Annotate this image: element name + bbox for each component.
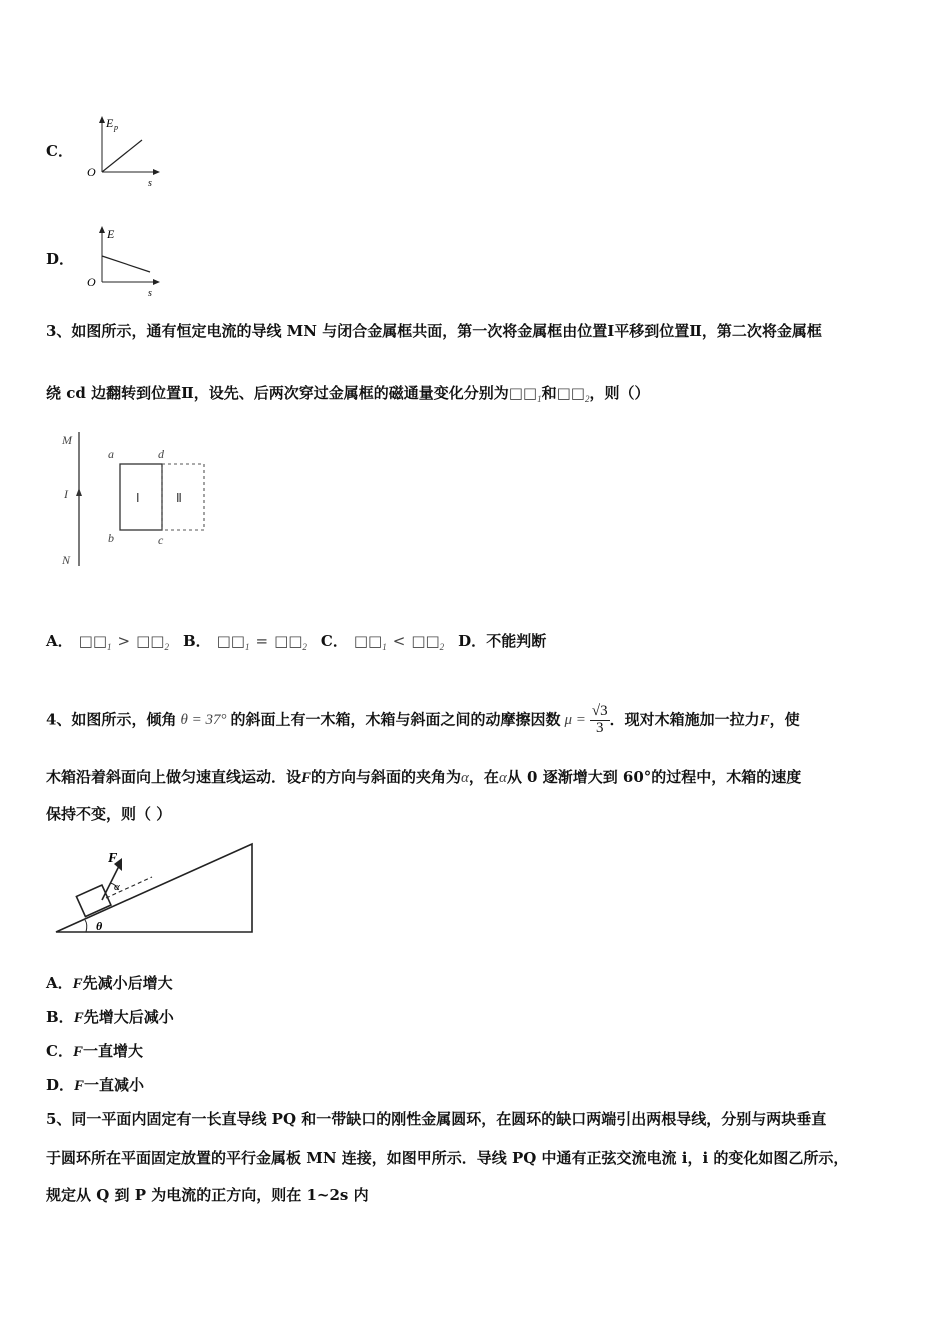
option-d-label: D． <box>46 250 75 268</box>
d-axis-y-label: E <box>107 227 115 241</box>
c-axis-x-label: s <box>148 178 152 189</box>
q5-line2: 于圆环所在平面固定放置的平行金属板 MN 连接，如图甲所示．导线 PQ 中通有正弦交流电流 i，i 的变化如图乙所示， <box>46 1149 849 1167</box>
q3-option-b: B． $□□_1$ = $□□_2$ <box>182 632 307 652</box>
option-c-graph <box>82 114 164 192</box>
c-axis-y-label: E <box>106 116 114 130</box>
wire-label-n: N <box>62 553 71 567</box>
alpha-symbol: α <box>461 770 469 786</box>
corner-a: a <box>108 447 114 461</box>
q4-option-c: C．F一直增大 <box>46 1042 143 1060</box>
theta-expression: θ = 37° <box>180 712 227 729</box>
corner-c: c <box>158 533 164 547</box>
option-d-graph <box>82 224 164 300</box>
d-axis-x-label: s <box>148 288 152 299</box>
frame-position-1 <box>120 464 162 530</box>
q4-line2: 木箱沿着斜面向上做匀速直线运动．设F的方向与斜面的夹角为α，在α从 0 逐渐增大到 60°的过程中，木箱的速度 <box>46 768 802 786</box>
frame-position-2 <box>162 464 204 530</box>
force-label-f: F <box>108 851 118 866</box>
d-origin-label: O <box>87 275 96 289</box>
incline-triangle <box>56 844 252 932</box>
q5-line1: 5、同一平面内固定有一长直导线 PQ 和一带缺口的刚性金属圆环，在圆环的缺口两端引出两根导线，分别与两块垂直 <box>46 1110 827 1128</box>
q3-line2-pre: 绕 cd 边翻转到位置Ⅱ，设先、后两次穿过金属框的磁通量变化分别为 <box>46 384 509 402</box>
q3-and: 和 <box>541 384 557 402</box>
position-1-label: Ⅰ <box>136 491 140 505</box>
q3-line2 <box>46 382 649 404</box>
wooden-box <box>76 885 111 917</box>
q4-option-a: A．F先减小后增大 <box>46 974 173 992</box>
alpha-symbol-2: α <box>498 770 507 786</box>
corner-b: b <box>108 531 114 545</box>
q3-option-c: C． $□□_1$ < $□□_2$ <box>320 632 445 652</box>
q4-option-d: D．F一直减小 <box>46 1076 145 1094</box>
angle-label-theta: θ <box>96 919 103 933</box>
current-label-i: I <box>64 487 68 501</box>
q4-incline-figure <box>52 838 262 938</box>
mu-symbol: μ = <box>564 712 586 729</box>
q3-option-d: D．不能判断 <box>458 632 547 650</box>
flux-symbol-1: $□□_1$ <box>508 384 542 404</box>
q5-line3: 规定从 Q 到 P 为电流的正方向，则在 1~2s 内 <box>46 1186 369 1204</box>
position-2-label: Ⅱ <box>176 491 182 505</box>
wire-label-m: M <box>62 433 72 447</box>
flux-symbol-2: $□□_2$ <box>556 384 590 404</box>
q4-line3: 保持不变，则（ ） <box>46 805 172 823</box>
q3-line1: 3、如图所示，通有恒定电流的导线 MN 与闭合金属框共面，第一次将金属框由位置Ⅰ平移到位置Ⅱ，第二次将金属框 <box>46 322 822 340</box>
q3-line2-post: ，则（） <box>589 384 650 402</box>
option-c-label: C． <box>46 142 73 160</box>
c-axis-y-sub: p <box>114 123 118 132</box>
c-origin-label: O <box>87 165 96 179</box>
corner-d: d <box>158 447 164 461</box>
q4-option-b: B．F先增大后减小 <box>46 1008 174 1026</box>
q3-options <box>46 630 546 652</box>
q3-figure <box>54 424 254 576</box>
q4-line1: 4、如图所示，倾角 θ = 37° 的斜面上有一木箱，木箱与斜面之间的动摩擦因数 μ = $\frac{√3}{3}$ ．现对木箱施加一拉力F，使 <box>46 703 800 736</box>
angle-label-alpha: α <box>114 881 120 893</box>
q3-option-a: A． $□□_1$ > $□□_2$ <box>46 632 169 652</box>
mu-fraction: $\frac{√3}{3}$ <box>591 703 608 736</box>
